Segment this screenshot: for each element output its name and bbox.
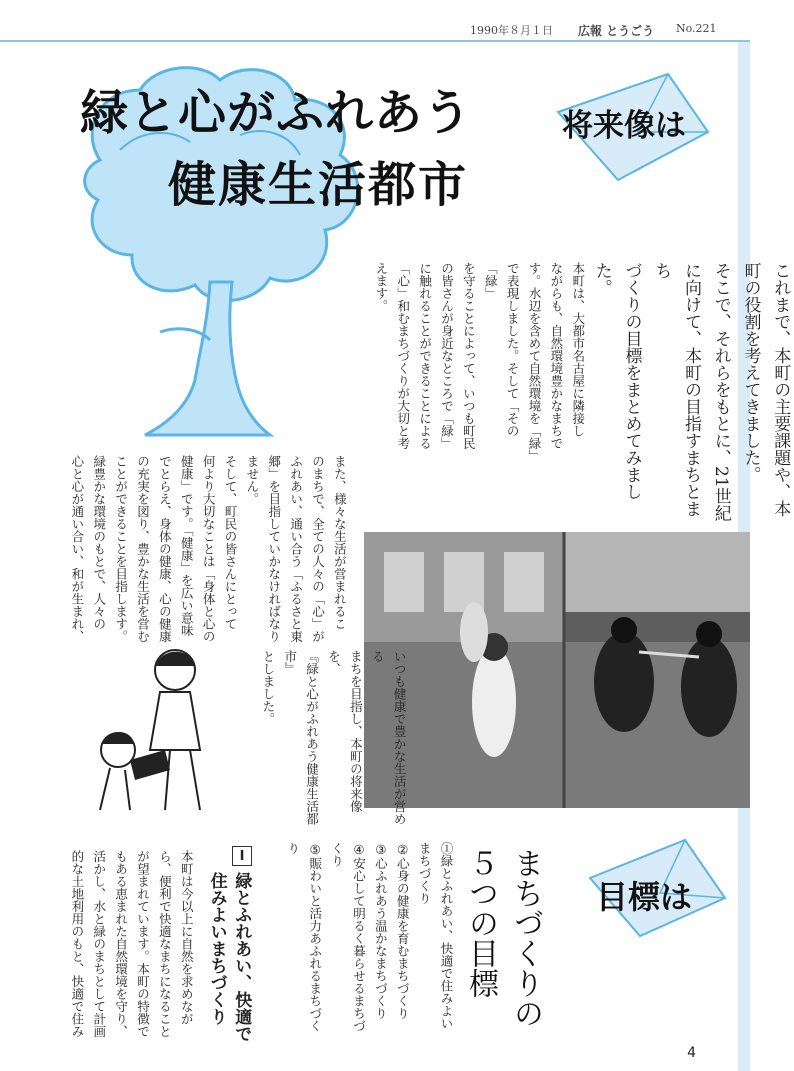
section-title: 緑とふれあい、快適で 住みよいまちづくり bbox=[206, 872, 252, 1042]
body-text-2: また、様々な生活が営まれるこ のまちで、全ての人々の「心」が ふれあい、通い合う「ふるさと東 郷」を目指していかなければなり ません。 そして、町民の皆さんにとって 何より大切なことは「身体と心の 健康」です。「健康」を広い意味 でとらえ、身体の健康、心の健康 の充実を図り、豊かな生活を営む ことができることを目指します。 緑豊かな環境のもとで、人々の 心と心が通い合い、和が生まれ、 bbox=[69, 455, 348, 643]
body-text-3: いつも健康で豊かな生活が営める まちを目指し、本町の将来像を、 『緑と心がふれあう健康生活都市』 としました。 bbox=[260, 650, 408, 825]
family-illustration bbox=[90, 640, 240, 820]
karate-kendo-photo bbox=[364, 532, 750, 808]
section-number: Ⅰ bbox=[232, 846, 252, 866]
goals-list: ①緑とふれあい、快適で住みよい まちづくり ②心身の健康を育むまちづくり ③心ふれあう温かなまちづくり ④安心して明るく暮らせるまちづ くり ⑤賑わいと活力あふれるまちづく り bbox=[285, 842, 454, 1032]
issue-date: 1990年８月１日 bbox=[470, 24, 553, 37]
title-line-1: 緑と心がふれあう bbox=[80, 85, 473, 141]
future-badge: 将来像は bbox=[562, 108, 686, 144]
goals-heading: まちづくりの ５つの目標 bbox=[463, 848, 543, 1028]
section-text: 本町は今以上に自然を求めなが ら、便利で快適なまちになること が望まれています。本町の特徴で もある恵まれた自然環境を守り、 活かし、水と緑のまちとして計画 的な土地利用のもと、快適で住み bbox=[69, 850, 195, 1038]
issue-number: No.221 bbox=[676, 22, 717, 35]
publication-name: 広報 とうごう bbox=[578, 24, 655, 38]
page-number: 4 bbox=[687, 1045, 696, 1061]
header-rule bbox=[0, 40, 750, 42]
body-text-1: 本町は、大都市名古屋に隣接し ながらも、自然環境豊かなまちで す。水辺を含めて自然環境を「緑」 で表現しました。そして「その「緑」 を守ることによって、いつも町民 の皆さんが身近なところで「緑」 に触れることができることによる 「心」和むまちづくりが大切と考 えます。 bbox=[373, 262, 586, 462]
goals-badge: 目標は bbox=[596, 878, 693, 916]
intro-text: これまで、本町の主要課題や、本 町の役割を考えてきました。 そこで、それらをもとに、21世紀 に向けて、本町の目指すまちとまち づくりの目標をまとめてみました。 bbox=[591, 262, 791, 522]
title-line-2: 健康生活都市 bbox=[168, 157, 469, 213]
